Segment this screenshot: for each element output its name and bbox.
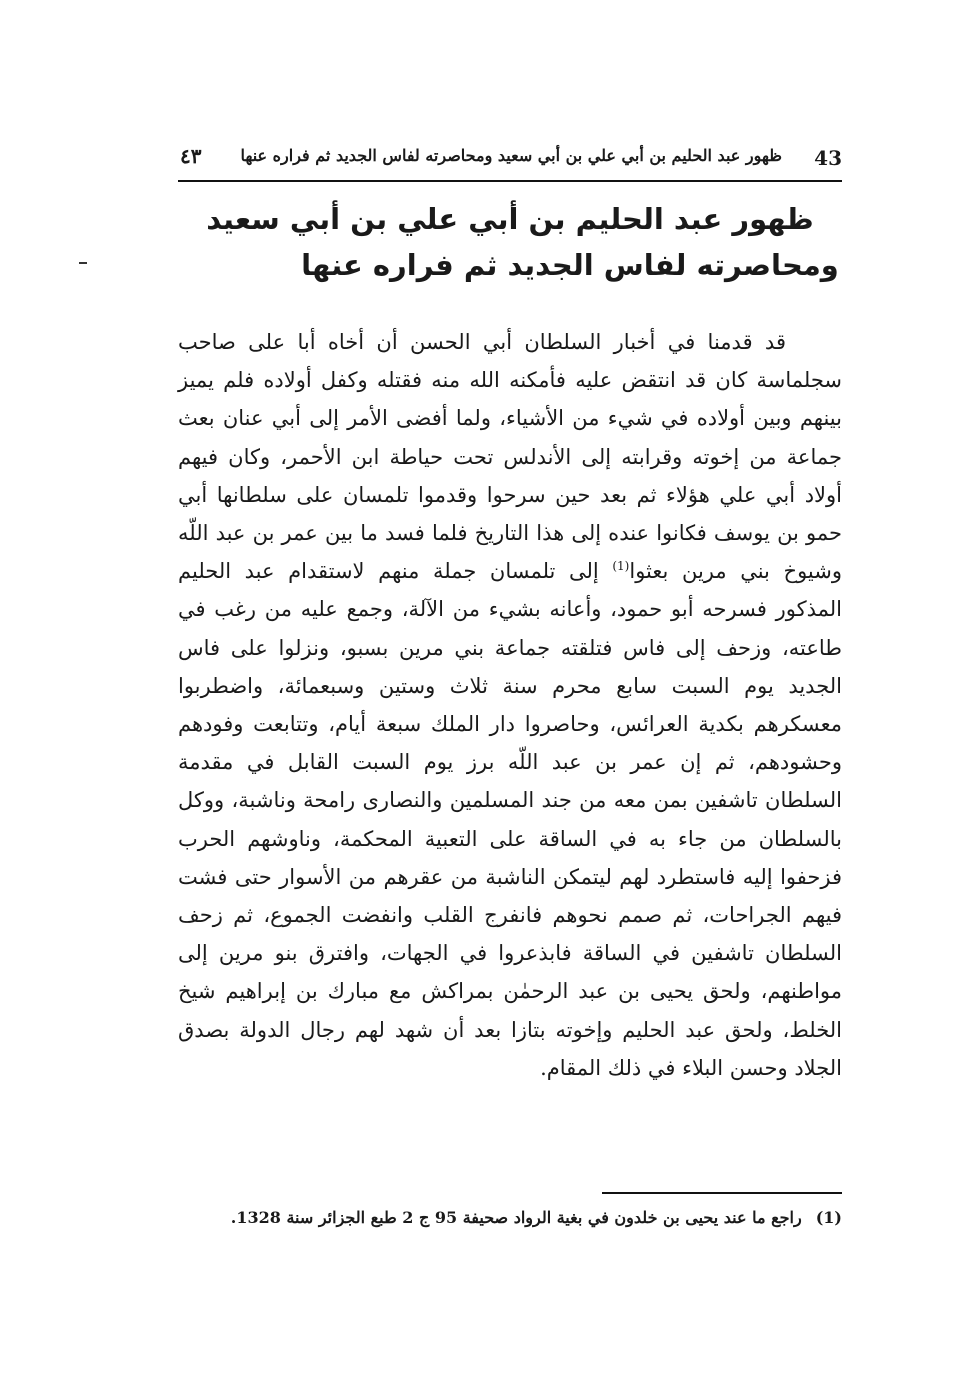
footnote	[178, 1205, 842, 1231]
footnote-text: راجع ما عند يحيى بن خلدون في بغية الرواد صحيفة 95 ج 2 طبع الجزائر سنة 1328.	[230, 1208, 802, 1227]
margin-mark	[79, 262, 87, 264]
page-number-arabic: ٤٣	[180, 144, 202, 168]
body-paragraph	[178, 323, 842, 1087]
header-rule	[178, 180, 842, 182]
body-text-part-2: إلى تلمسان جملة منهم لاستقدام عبد الحليم المذكور فسرحه أبو حمود، وأعانه بشيء من الآلة، وجمع عليه من رغب في طاعته، وزحف إلى فاس فتلقته جماعة بني مرين بسبو، ونزلوا على فاس الجديد يوم السبت سابع محرم سنة ثلاث وستين وسبعمائة، واضطربوا معسكرهم بكدية العرائس، وحاصروا دار الملك سبعة أيام، وتتابعت وفودهم وحشودهم، ثم إن عمر بن عبد اللّه برز يوم السبت القابل في مقدمة السلطان تاشفين بمن معه من جند المسلمين والنصارى رامحة وناشبة، ووكل بالسلطان من جاء به في الساقة على التعبية المحكمة، وناوشهم الحرب فزحفوا إليه فاستطرد لهم ليتمكن الناشبة من عقرهم من الأسوار حتى فشت فيهم الجراحات، ثم صمم نحوهم فانفرج القلب وانفضت الجموع، ثم زحف السلطان تاشفين في الساقة فابذعروا في الجهات، وافترق بنو مرين إلى مواطنهم، ولحق يحيى بن عبد الرحمٰن بمراكش مع مبارك بن إبراهيم شيخ الخلط، ولحق عبد الحليم وإخوته بتازا بعد أن شهد لهم رجال الدولة بصدق الجلاد وحسن البلاء في ذلك المقام.	[178, 559, 842, 1080]
footnote-rule	[602, 1192, 842, 1194]
running-header	[178, 140, 842, 180]
chapter-title	[178, 196, 842, 288]
chapter-title-line-2: ومحاصرته لفاس الجديد ثم فراره عنها	[301, 248, 839, 282]
body-text	[178, 323, 842, 1087]
running-title: ظهور عبد الحليم بن أبي علي بن أبي سعيد ومحاصرته لفاس الجديد ثم فراره عنها	[240, 146, 782, 165]
footnote-marker: (1)	[815, 1208, 842, 1227]
body-text-part-1: قد قدمنا في أخبار السلطان أبي الحسن أن أخاه أبا على صاحب سجلماسة كان قد انتقض عليه فأمكنه الله منه فقتله وكفل أولاده فلم يميز بينهم وبين أولاده في شيء من الأشياء، ولما أفضى الأمر إلى أبي عنان بعث جماعة من إخوته وقرابته إلى الأندلس تحت حياطة ابن الأحمر، وكان فيهم أولاد أبي علي هؤلاء ثم بعد حين سرحوا وقدموا تلمسان على سلطانها أبي حمو بن يوسف فكانوا عنده إلى هذا التاريخ فلما فسد ما بين عمر بن عبد اللّه وشيوخ بني مرين بعثوا	[178, 330, 842, 584]
page-number-latin: 43	[814, 146, 842, 170]
chapter-title-line-1: ظهور عبد الحليم بن أبي علي بن أبي سعيد	[206, 202, 814, 236]
footnote-reference[interactable]: (1)	[612, 559, 630, 574]
